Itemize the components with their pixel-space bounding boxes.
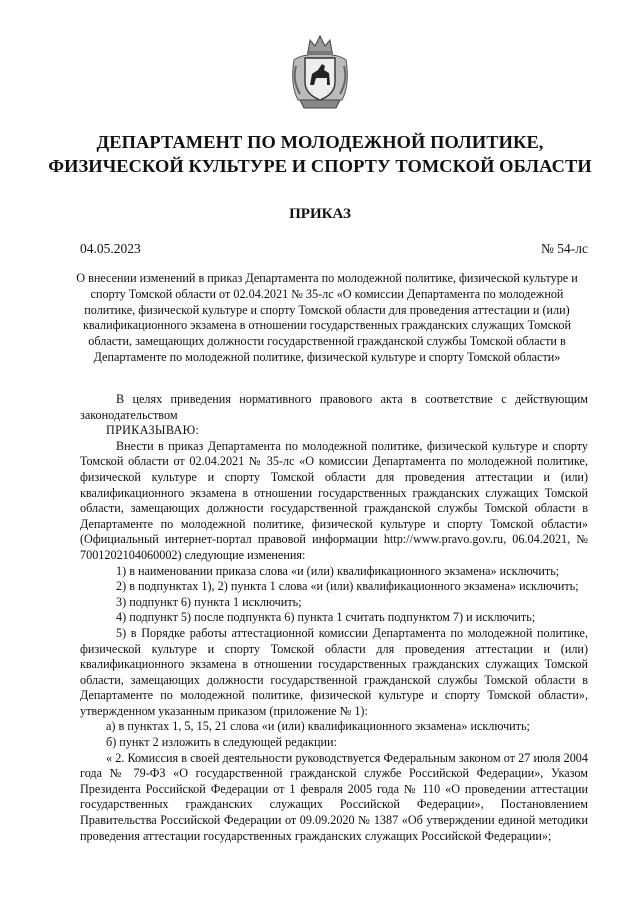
order-intro: Внести в приказ Департамента по молодежной политике, физической культуре и спорту Томской области от 02.04.2021 № 35-лс «О комиссии Департамента по молодежной политике, физической культуре и спорту Томской области для проведения аттестации и (или) квалификационного экзамена в отношении государственных гражданских служащих Томской области, замещающих должности государственной гражданской службы Томской области в Департаменте по молодежной политике, физической культуре и спорту Томской области» (Официальный интернет-портал правовой информации http://www.pravo.gov.ru, 06.04.2021, № 7001202104060002) следующие изменения: <box>80 438 588 562</box>
document-number: № 54-лс <box>541 241 588 256</box>
document-subject: О внесении изменений в приказ Департамента по молодежной политике, физической культуре и спорту Томской области от 02.04.2021 № 35-лс «О комиссии Департамента по молодежной политике, физической культуре и спорту Томской области для проведения аттестации и (или) квалификационного экзамена в отношении государственных гражданских служащих Томской области, замещающих должности государственной гражданской службы Томской области в Департаменте по молодежной политике, физической культуре и спорту Томской области» <box>76 271 578 364</box>
list-item: б) пункт 2 изложить в следующей редакции: <box>106 735 337 750</box>
list-item: « 2. Комиссия в своей деятельности руководствуется Федеральным законом от 27 июля 2004 года № 79-ФЗ «О государственной гражданской службе Российской Федерации», Указом Президента Российской Федерации от 1 февраля 2005 года № 110 «О проведении аттестации государственных гражданских служащих Российской Федерации», Постановлением Правительства Российской Федерации от 09.09.2020 № 1387 «Об утверждении единой методики проведения аттестации государственных гражданских служащих Российской Федерации»; <box>80 750 588 843</box>
org-name-line2: ФИЗИЧЕСКОЙ КУЛЬТУРЕ И СПОРТУ ТОМСКОЙ ОБЛАСТИ <box>48 156 592 176</box>
organization-name <box>40 130 600 178</box>
list-item: 1) в наименовании приказа слова «и (или) квалификационного экзамена» исключить; <box>116 563 560 578</box>
preamble: В целях приведения нормативного правового акта в соответствие с действующим законодательством <box>80 392 588 422</box>
list-item: 3) подпункт 6) пункта 1 исключить; <box>116 594 302 609</box>
list-item: 4) подпункт 5) после подпункта 6) пункта 1 считать подпунктом 7) и исключить; <box>116 610 536 625</box>
org-name-line1: ДЕПАРТАМЕНТ ПО МОЛОДЕЖНОЙ ПОЛИТИКЕ, <box>96 132 544 152</box>
list-item: 2) в подпунктах 1), 2) пункта 1 слова «и (или) квалификационного экзамена» исключить; <box>116 579 579 594</box>
document-type: ПРИКАЗ <box>289 206 351 222</box>
tomsk-coat-of-arms-icon <box>288 30 352 112</box>
document-body <box>80 392 588 844</box>
list-item: 5) в Порядке работы аттестационной комиссии Департамента по молодежной политике, физической культуре и спорту Томской области для проведения аттестации и (или) квалификационного экзамена в отношении государственных гражданских служащих Томской области, замещающих должности государственной гражданской службы Томской области в Департаменте по молодежной политике, физической культуре и спорту Томской области», утвержденном указанным приказом (приложение № 1): <box>80 625 588 718</box>
list-item: а) в пунктах 1, 5, 15, 21 слова «и (или) квалификационного экзамена» исключить; <box>106 719 530 734</box>
order-word: ПРИКАЗЫВАЮ: <box>106 423 200 438</box>
document-date: 04.05.2023 <box>80 241 141 256</box>
